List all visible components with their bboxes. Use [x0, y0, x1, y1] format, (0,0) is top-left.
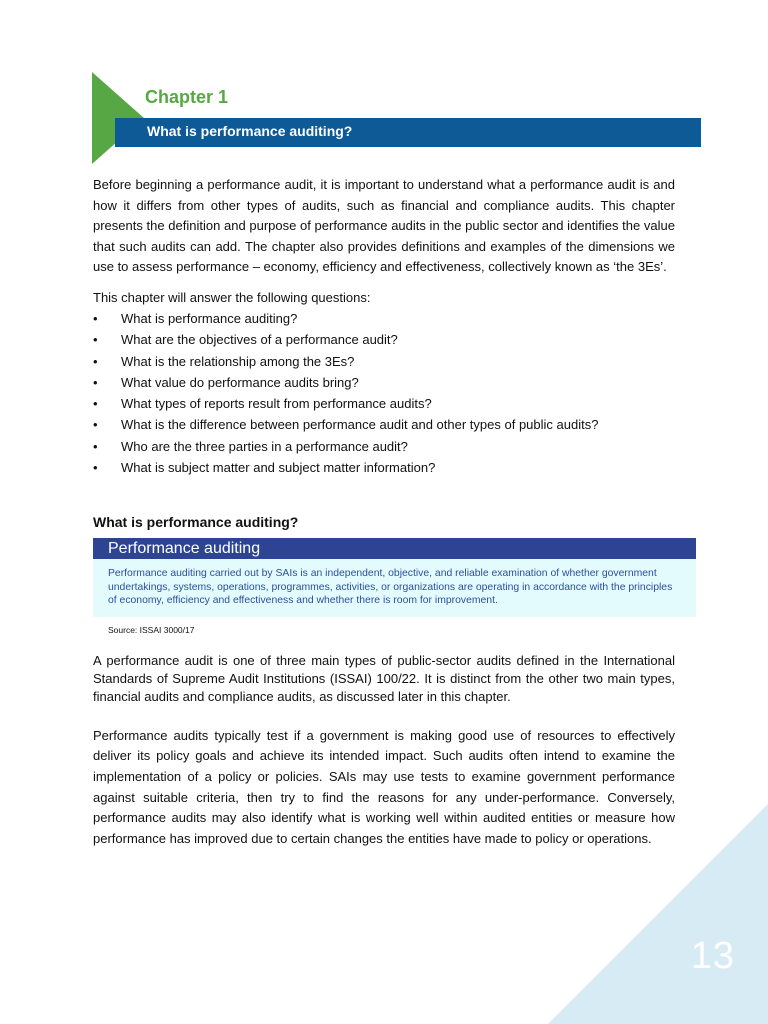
definition-box-title: Performance auditing [93, 538, 696, 559]
paragraph-audit-types: A performance audit is one of three main types of public-sector audits defined in the International Standards of Supreme Audit Institutions (ISSAI) 100/22. It is distinct from the other two main types, financial audits and compliance audits, as discussed later in this chapter. [93, 652, 675, 704]
bullet-icon: • [93, 353, 98, 369]
list-item: • What types of reports result from performance audits? [93, 393, 675, 414]
chapter-label: Chapter 1 [145, 87, 229, 107]
list-item: • What is the relationship among the 3Es? [93, 351, 675, 372]
chapter-title: What is performance auditing? [147, 123, 353, 139]
bullet-icon: • [93, 374, 98, 390]
bullet-icon: • [93, 417, 98, 433]
definition-box-text: Performance auditing carried out by SAIs is an independent, objective, and reliable examination of whether government undertakings, systems, operations, programmes, activities, or organizations are operating in accordance with the principles of economy, efficiency and effectiveness and whether there is room for improvement. [93, 559, 696, 617]
bullet-icon: • [93, 438, 98, 454]
questions-list [93, 308, 675, 478]
list-item: • What is subject matter and subject matter information? [93, 457, 675, 478]
list-item: • Who are the three parties in a performance audit? [93, 436, 675, 457]
definition-box [93, 538, 696, 617]
bullet-icon: • [93, 310, 98, 326]
intro-paragraph: Before beginning a performance audit, it is important to understand what a performance audit is and how it differs from other types of audits, such as financial and compliance audits. This chapter presents the definition and purpose of performance audits in the public sector and identifies the value that such audits can add. The chapter also provides definitions and examples of the dimensions we use to assess performance – economy, efficiency and effectiveness, collectively known as ‘the 3Es’. [93, 177, 675, 275]
questions-intro: This chapter will answer the following questions: [93, 289, 371, 305]
list-item: • What is the difference between performance audit and other types of public audits? [93, 414, 675, 435]
main-content [93, 175, 675, 849]
paragraph-audit-purpose: Performance audits typically test if a government is making good use of resources to effectively deliver its policy goals and achieve its intended impact. Such audits often intend to examine the implementation of a policy or policies. SAIs may use tests to examine government performance against suitable criteria, then try to find the reasons for any under-performance. Conversely, performance audits may also identify what is working well within audited entities or measure how performance has improved due to certain changes the entities have made to policy or operations. [93, 727, 675, 846]
chapter-title-bar [115, 118, 701, 147]
list-item: • What are the objectives of a performance audit? [93, 329, 675, 350]
definition-source: Source: ISSAI 3000/17 [108, 624, 195, 635]
list-item: • What value do performance audits bring? [93, 372, 675, 393]
page-number: 13 [690, 935, 735, 977]
bullet-icon: • [93, 332, 98, 348]
list-item: • What is performance auditing? [93, 308, 675, 329]
section-heading: What is performance auditing? [93, 514, 299, 531]
bullet-icon: • [93, 460, 98, 476]
bullet-icon: • [93, 396, 98, 412]
